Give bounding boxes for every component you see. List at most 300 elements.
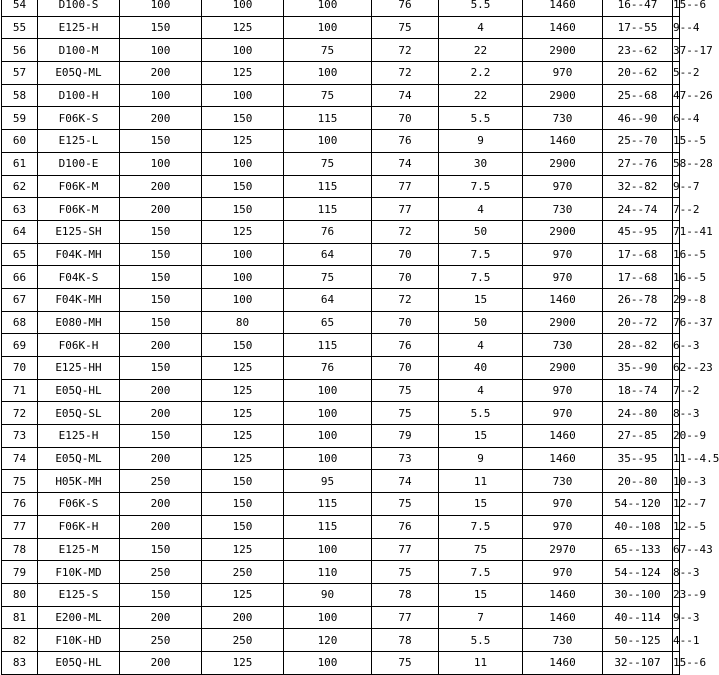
- cell-col-4: 150: [202, 198, 284, 221]
- cell-col-6: 70: [372, 311, 439, 334]
- cell-range-a: 20--62: [603, 62, 673, 85]
- cell-col-7: 15: [439, 493, 523, 516]
- cell-col-7: 7.5: [439, 266, 523, 289]
- cell-col-3: 250: [120, 629, 202, 652]
- cell-col-5: 76: [284, 220, 372, 243]
- cell-col-6: 75: [372, 16, 439, 39]
- cell-range-b: 47--26: [673, 84, 680, 107]
- cell-col-4: 125: [202, 357, 284, 380]
- cell-row-number: 59: [2, 107, 38, 130]
- table-row: [2, 538, 680, 561]
- cell-model: E05Q-HL: [38, 379, 120, 402]
- cell-col-5: 100: [284, 130, 372, 153]
- cell-model: D100-E: [38, 152, 120, 175]
- cell-range-a: 27--85: [603, 425, 673, 448]
- cell-row-number: 75: [2, 470, 38, 493]
- cell-col-7: 50: [439, 220, 523, 243]
- table-body: [2, 0, 719, 674]
- cell-speed: 1460: [523, 288, 603, 311]
- cell-col-6: 73: [372, 447, 439, 470]
- cell-col-6: 77: [372, 606, 439, 629]
- cell-row-number: 76: [2, 493, 38, 516]
- cell-col-4: 100: [202, 84, 284, 107]
- cell-range-a: 18--74: [603, 379, 673, 402]
- cell-col-7: 4: [439, 16, 523, 39]
- table-row: [2, 515, 680, 538]
- cell-speed: 2970: [523, 538, 603, 561]
- cell-col-4: 200: [202, 606, 284, 629]
- cell-col-3: 150: [120, 538, 202, 561]
- cell-row-number: 78: [2, 538, 38, 561]
- cell-row-number: 67: [2, 288, 38, 311]
- cell-col-3: 200: [120, 62, 202, 85]
- cell-col-3: 100: [120, 152, 202, 175]
- cell-col-7: 15: [439, 425, 523, 448]
- cell-range-b: 7--2: [673, 198, 680, 221]
- cell-col-3: 200: [120, 493, 202, 516]
- cell-range-a: 35--90: [603, 357, 673, 380]
- cell-row-number: 80: [2, 583, 38, 606]
- cell-range-a: 65--133: [603, 538, 673, 561]
- cell-col-7: 30: [439, 152, 523, 175]
- cell-speed: 1460: [523, 425, 603, 448]
- cell-col-7: 9: [439, 130, 523, 153]
- cell-model: E125-H: [38, 425, 120, 448]
- table-row: [2, 651, 680, 674]
- cell-col-3: 200: [120, 402, 202, 425]
- cell-row-number: 54: [2, 0, 38, 16]
- cell-row-number: 74: [2, 447, 38, 470]
- cell-col-6: 70: [372, 357, 439, 380]
- cell-range-b: 58--28: [673, 152, 680, 175]
- cell-row-number: 82: [2, 629, 38, 652]
- cell-range-b: 62--23: [673, 357, 680, 380]
- cell-col-6: 72: [372, 288, 439, 311]
- cell-col-7: 5.5: [439, 402, 523, 425]
- cell-col-5: 90: [284, 583, 372, 606]
- table-row: [2, 470, 680, 493]
- cell-col-3: 250: [120, 561, 202, 584]
- cell-range-a: 54--120: [603, 493, 673, 516]
- cell-range-b: 20--9: [673, 425, 680, 448]
- cell-row-number: 57: [2, 62, 38, 85]
- cell-col-4: 150: [202, 470, 284, 493]
- cell-speed: 1460: [523, 606, 603, 629]
- cell-speed: 730: [523, 334, 603, 357]
- cell-col-4: 250: [202, 561, 284, 584]
- cell-col-6: 75: [372, 493, 439, 516]
- cell-col-7: 11: [439, 470, 523, 493]
- table-row: [2, 84, 680, 107]
- cell-col-4: 100: [202, 288, 284, 311]
- cell-col-7: 7.5: [439, 243, 523, 266]
- cell-speed: 2900: [523, 152, 603, 175]
- cell-col-4: 150: [202, 175, 284, 198]
- cell-col-3: 100: [120, 39, 202, 62]
- cell-col-5: 75: [284, 266, 372, 289]
- cell-model: F06K-S: [38, 107, 120, 130]
- cell-model: E125-L: [38, 130, 120, 153]
- cell-col-4: 150: [202, 334, 284, 357]
- cell-col-5: 110: [284, 561, 372, 584]
- cell-col-5: 100: [284, 538, 372, 561]
- cell-speed: 970: [523, 243, 603, 266]
- cell-col-3: 200: [120, 198, 202, 221]
- cell-model: D100-S: [38, 0, 120, 16]
- cell-col-4: 125: [202, 583, 284, 606]
- cell-col-6: 79: [372, 425, 439, 448]
- cell-col-7: 9: [439, 447, 523, 470]
- cell-col-5: 100: [284, 0, 372, 16]
- cell-col-5: 115: [284, 334, 372, 357]
- table-row: [2, 220, 680, 243]
- cell-col-5: 100: [284, 379, 372, 402]
- cell-range-a: 32--107: [603, 651, 673, 674]
- cell-col-3: 200: [120, 334, 202, 357]
- cell-model: H05K-MH: [38, 470, 120, 493]
- cell-col-3: 200: [120, 379, 202, 402]
- cell-col-5: 120: [284, 629, 372, 652]
- cell-row-number: 58: [2, 84, 38, 107]
- cell-speed: 970: [523, 493, 603, 516]
- cell-col-4: 125: [202, 425, 284, 448]
- table-row: [2, 629, 680, 652]
- cell-col-5: 115: [284, 493, 372, 516]
- cell-col-4: 100: [202, 0, 284, 16]
- cell-model: E080-MH: [38, 311, 120, 334]
- cell-range-b: 29--8: [673, 288, 680, 311]
- cell-model: E125-M: [38, 538, 120, 561]
- cell-col-7: 15: [439, 583, 523, 606]
- cell-model: E05Q-HL: [38, 651, 120, 674]
- cell-speed: 970: [523, 62, 603, 85]
- cell-range-a: 24--80: [603, 402, 673, 425]
- cell-speed: 1460: [523, 16, 603, 39]
- cell-speed: 1460: [523, 130, 603, 153]
- cell-range-a: 20--72: [603, 311, 673, 334]
- cell-col-4: 125: [202, 62, 284, 85]
- cell-range-a: 25--70: [603, 130, 673, 153]
- cell-col-6: 75: [372, 651, 439, 674]
- cell-model: E125-S: [38, 583, 120, 606]
- cell-range-b: 71--41: [673, 220, 680, 243]
- cell-col-3: 150: [120, 311, 202, 334]
- cell-col-3: 200: [120, 175, 202, 198]
- cell-col-4: 100: [202, 39, 284, 62]
- cell-col-7: 5.5: [439, 107, 523, 130]
- table-row: [2, 334, 680, 357]
- cell-range-b: 23--9: [673, 583, 680, 606]
- cell-range-a: 40--108: [603, 515, 673, 538]
- cell-col-3: 200: [120, 447, 202, 470]
- cell-col-6: 78: [372, 583, 439, 606]
- pump-spec-table: [1, 0, 719, 675]
- cell-col-3: 150: [120, 583, 202, 606]
- table-row: [2, 583, 680, 606]
- cell-col-4: 125: [202, 447, 284, 470]
- cell-col-7: 4: [439, 334, 523, 357]
- cell-col-6: 76: [372, 515, 439, 538]
- cell-col-3: 150: [120, 220, 202, 243]
- cell-speed: 970: [523, 402, 603, 425]
- cell-range-a: 27--76: [603, 152, 673, 175]
- table-row: [2, 266, 680, 289]
- cell-col-3: 200: [120, 651, 202, 674]
- cell-range-b: 8--3: [673, 561, 680, 584]
- cell-range-b: 9--4: [673, 16, 680, 39]
- cell-range-b: 5--2: [673, 62, 680, 85]
- cell-row-number: 68: [2, 311, 38, 334]
- cell-range-a: 50--125: [603, 629, 673, 652]
- cell-range-b: 16--5: [673, 243, 680, 266]
- cell-range-b: 15--6: [673, 651, 680, 674]
- cell-range-a: 40--114: [603, 606, 673, 629]
- cell-model: F10K-MD: [38, 561, 120, 584]
- cell-range-a: 54--124: [603, 561, 673, 584]
- cell-col-4: 250: [202, 629, 284, 652]
- cell-col-5: 115: [284, 515, 372, 538]
- cell-model: E05Q-ML: [38, 447, 120, 470]
- cell-speed: 2900: [523, 39, 603, 62]
- cell-range-b: 67--43: [673, 538, 680, 561]
- cell-model: F06K-M: [38, 198, 120, 221]
- cell-model: E125-SH: [38, 220, 120, 243]
- cell-range-a: 17--55: [603, 16, 673, 39]
- cell-speed: 730: [523, 107, 603, 130]
- cell-range-a: 17--68: [603, 243, 673, 266]
- cell-row-number: 64: [2, 220, 38, 243]
- cell-model: E05Q-ML: [38, 62, 120, 85]
- cell-model: F10K-HD: [38, 629, 120, 652]
- cell-model: F06K-H: [38, 334, 120, 357]
- cell-col-7: 7.5: [439, 175, 523, 198]
- cell-col-6: 77: [372, 175, 439, 198]
- cell-col-5: 75: [284, 39, 372, 62]
- cell-col-6: 74: [372, 152, 439, 175]
- cell-col-6: 72: [372, 62, 439, 85]
- cell-col-4: 125: [202, 220, 284, 243]
- cell-col-7: 4: [439, 198, 523, 221]
- cell-col-5: 65: [284, 311, 372, 334]
- cell-col-7: 7.5: [439, 515, 523, 538]
- cell-range-a: 46--90: [603, 107, 673, 130]
- cell-range-b: 76--37: [673, 311, 680, 334]
- cell-col-5: 75: [284, 152, 372, 175]
- cell-range-b: 15--6: [673, 0, 680, 16]
- cell-range-a: 26--78: [603, 288, 673, 311]
- cell-col-3: 250: [120, 470, 202, 493]
- cell-col-6: 70: [372, 266, 439, 289]
- cell-speed: 2900: [523, 311, 603, 334]
- cell-model: F06K-M: [38, 175, 120, 198]
- cell-model: E200-ML: [38, 606, 120, 629]
- cell-col-4: 125: [202, 379, 284, 402]
- cell-col-4: 150: [202, 493, 284, 516]
- cell-col-7: 22: [439, 84, 523, 107]
- cell-col-4: 125: [202, 130, 284, 153]
- cell-col-5: 76: [284, 357, 372, 380]
- cell-speed: 1460: [523, 447, 603, 470]
- table-row: [2, 425, 680, 448]
- cell-speed: 1460: [523, 651, 603, 674]
- cell-speed: 970: [523, 379, 603, 402]
- cell-col-5: 64: [284, 288, 372, 311]
- cell-row-number: 62: [2, 175, 38, 198]
- cell-col-5: 100: [284, 606, 372, 629]
- cell-range-a: 28--82: [603, 334, 673, 357]
- cell-col-7: 22: [439, 39, 523, 62]
- cell-col-5: 100: [284, 447, 372, 470]
- table-row: [2, 16, 680, 39]
- cell-range-a: 20--80: [603, 470, 673, 493]
- cell-row-number: 79: [2, 561, 38, 584]
- cell-col-7: 5.5: [439, 0, 523, 16]
- cell-col-4: 125: [202, 651, 284, 674]
- cell-col-6: 70: [372, 107, 439, 130]
- cell-row-number: 81: [2, 606, 38, 629]
- table-row: [2, 107, 680, 130]
- cell-col-7: 7.5: [439, 561, 523, 584]
- cell-col-5: 95: [284, 470, 372, 493]
- cell-col-3: 150: [120, 16, 202, 39]
- cell-col-5: 115: [284, 198, 372, 221]
- cell-row-number: 61: [2, 152, 38, 175]
- cell-model: D100-M: [38, 39, 120, 62]
- table-row: [2, 311, 680, 334]
- table-row: [2, 39, 680, 62]
- cell-range-a: 17--68: [603, 266, 673, 289]
- cell-col-7: 11: [439, 651, 523, 674]
- table-row: [2, 447, 680, 470]
- table-row: [2, 357, 680, 380]
- cell-range-b: 9--7: [673, 175, 680, 198]
- cell-col-3: 200: [120, 606, 202, 629]
- cell-col-6: 70: [372, 243, 439, 266]
- cell-range-b: 37--17: [673, 39, 680, 62]
- cell-col-4: 125: [202, 538, 284, 561]
- cell-range-b: 12--7: [673, 493, 680, 516]
- table-row: [2, 130, 680, 153]
- cell-col-3: 150: [120, 243, 202, 266]
- cell-speed: 970: [523, 175, 603, 198]
- cell-col-5: 75: [284, 84, 372, 107]
- cell-col-3: 150: [120, 266, 202, 289]
- cell-col-5: 64: [284, 243, 372, 266]
- cell-col-7: 4: [439, 379, 523, 402]
- cell-model: E05Q-SL: [38, 402, 120, 425]
- cell-speed: 2900: [523, 220, 603, 243]
- cell-col-6: 76: [372, 130, 439, 153]
- cell-model: E125-H: [38, 16, 120, 39]
- cell-speed: 1460: [523, 0, 603, 16]
- cell-row-number: 77: [2, 515, 38, 538]
- cell-col-3: 150: [120, 425, 202, 448]
- cell-range-a: 16--47: [603, 0, 673, 16]
- table-row: [2, 62, 680, 85]
- cell-col-4: 100: [202, 266, 284, 289]
- cell-row-number: 55: [2, 16, 38, 39]
- cell-row-number: 70: [2, 357, 38, 380]
- cell-col-6: 72: [372, 39, 439, 62]
- table-row: [2, 379, 680, 402]
- cell-col-5: 100: [284, 62, 372, 85]
- cell-range-a: 32--82: [603, 175, 673, 198]
- cell-col-6: 77: [372, 198, 439, 221]
- cell-col-3: 200: [120, 515, 202, 538]
- cell-col-6: 76: [372, 334, 439, 357]
- cell-row-number: 60: [2, 130, 38, 153]
- cell-col-3: 150: [120, 288, 202, 311]
- cell-col-6: 75: [372, 402, 439, 425]
- cell-speed: 970: [523, 561, 603, 584]
- cell-row-number: 56: [2, 39, 38, 62]
- cell-col-3: 100: [120, 0, 202, 16]
- cell-col-6: 74: [372, 470, 439, 493]
- cell-model: F04K-MH: [38, 243, 120, 266]
- cell-col-3: 150: [120, 357, 202, 380]
- cell-range-b: 11--4.5: [673, 447, 680, 470]
- cell-col-3: 100: [120, 84, 202, 107]
- cell-range-b: 7--2: [673, 379, 680, 402]
- cell-range-b: 12--5: [673, 515, 680, 538]
- table-row: [2, 0, 680, 16]
- cell-col-7: 15: [439, 288, 523, 311]
- cell-col-7: 7: [439, 606, 523, 629]
- cell-row-number: 72: [2, 402, 38, 425]
- cell-row-number: 83: [2, 651, 38, 674]
- cell-col-5: 100: [284, 425, 372, 448]
- cell-row-number: 69: [2, 334, 38, 357]
- cell-col-6: 78: [372, 629, 439, 652]
- cell-row-number: 66: [2, 266, 38, 289]
- cell-range-b: 16--5: [673, 266, 680, 289]
- cell-range-b: 6--3: [673, 334, 680, 357]
- cell-range-b: 10--3: [673, 470, 680, 493]
- cell-range-a: 23--62: [603, 39, 673, 62]
- cell-speed: 970: [523, 515, 603, 538]
- cell-range-b: 9--3: [673, 606, 680, 629]
- cell-col-4: 80: [202, 311, 284, 334]
- table-row: [2, 561, 680, 584]
- cell-col-5: 100: [284, 651, 372, 674]
- cell-range-a: 30--100: [603, 583, 673, 606]
- cell-speed: 2900: [523, 84, 603, 107]
- table-row: [2, 606, 680, 629]
- cell-model: F04K-S: [38, 266, 120, 289]
- cell-col-7: 50: [439, 311, 523, 334]
- cell-range-a: 35--95: [603, 447, 673, 470]
- cell-col-5: 115: [284, 175, 372, 198]
- cell-model: E125-HH: [38, 357, 120, 380]
- cell-col-5: 100: [284, 16, 372, 39]
- cell-range-a: 24--74: [603, 198, 673, 221]
- cell-col-6: 77: [372, 538, 439, 561]
- table-row: [2, 402, 680, 425]
- cell-row-number: 73: [2, 425, 38, 448]
- cell-col-4: 100: [202, 152, 284, 175]
- cell-speed: 730: [523, 198, 603, 221]
- cell-row-number: 63: [2, 198, 38, 221]
- cell-col-7: 40: [439, 357, 523, 380]
- cell-col-6: 75: [372, 379, 439, 402]
- cell-range-b: 8--3: [673, 402, 680, 425]
- cell-col-6: 74: [372, 84, 439, 107]
- cell-col-5: 100: [284, 402, 372, 425]
- cell-speed: 1460: [523, 583, 603, 606]
- table-row: [2, 198, 680, 221]
- cell-model: D100-H: [38, 84, 120, 107]
- cell-range-b: 15--5: [673, 130, 680, 153]
